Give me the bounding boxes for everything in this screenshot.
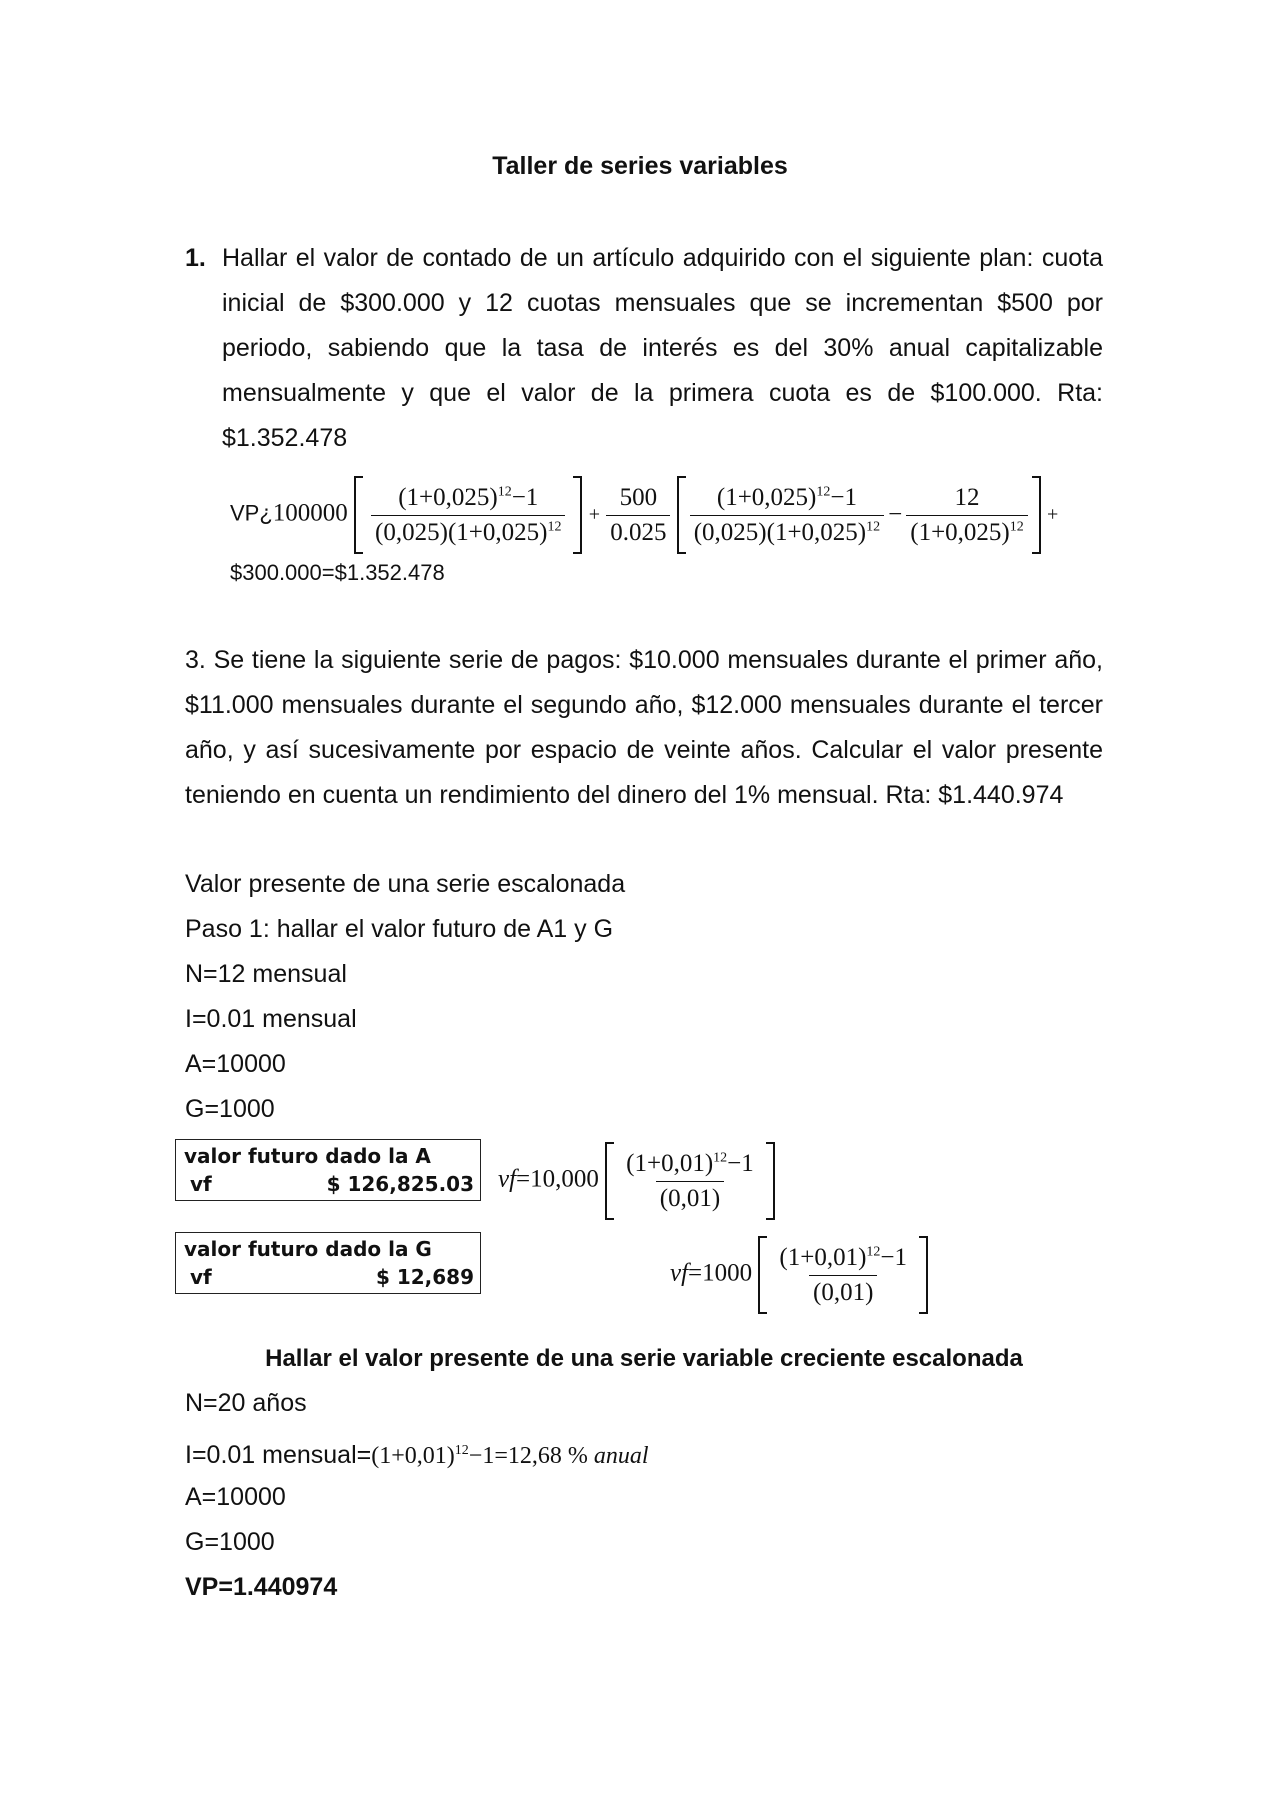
coef-100000: 100000 bbox=[272, 499, 348, 527]
line-n-12: N=12 mensual bbox=[185, 960, 347, 988]
i-unit: anual bbox=[593, 1443, 649, 1469]
document-title: Taller de series variables bbox=[492, 152, 788, 180]
line-i-anual bbox=[185, 1428, 1103, 1479]
subtitle-valor-presente: Hallar el valor presente de una serie variable creciente escalonada bbox=[265, 1345, 1023, 1372]
i-rest: −1=12,68 % bbox=[468, 1443, 594, 1469]
vf-g-numerator: (1+0,01) bbox=[779, 1243, 867, 1271]
denominator-1: (0,025)(1+0,025) bbox=[375, 518, 548, 546]
box-valor-futuro-g bbox=[175, 1232, 481, 1294]
line-n-20: N=20 años bbox=[185, 1389, 307, 1417]
bracket-group-2 bbox=[677, 476, 1041, 554]
minus-sign: − bbox=[888, 501, 903, 528]
numerator-1: (1+0,025) bbox=[398, 483, 498, 511]
line-vp-result: VP=1.440974 bbox=[185, 1573, 338, 1601]
box-a-key: vf bbox=[190, 1172, 212, 1196]
formula-vf-g bbox=[670, 1236, 928, 1314]
denominator-2: (0,025)(1+0,025) bbox=[693, 518, 867, 546]
exponent: 12 bbox=[866, 519, 881, 535]
exponent: 12 bbox=[497, 484, 512, 500]
box-g-value: $ 12,689 bbox=[375, 1265, 474, 1289]
vf-a-numerator: (1+0,01) bbox=[626, 1149, 714, 1177]
numerator-2: (1+0,025) bbox=[716, 483, 817, 511]
question-3-text: 3. Se tiene la siguiente serie de pagos: $10.000 mensuales durante el primer año, $11.000 mensuales durante el segundo año, $12.000 mensuales durante el tercer año, y así sucesivamente por espacio de veinte años. Calcular el valor presente teniendo en cuenta un rendimiento del dinero del 1% mensual. Rta: $1.440.974 bbox=[185, 646, 1103, 809]
minus-one: −1 bbox=[511, 483, 539, 511]
line-i-001: I=0.01 mensual bbox=[185, 1005, 357, 1033]
denominator-3: (1+0,025) bbox=[910, 518, 1010, 546]
vp-prefix: VP¿ bbox=[230, 500, 273, 526]
formula-tail: $300.000=$1.352.478 bbox=[230, 560, 445, 582]
box-a-value: $ 126,825.03 bbox=[326, 1172, 474, 1196]
bracket-group-1 bbox=[354, 476, 582, 554]
box-valor-futuro-a bbox=[175, 1139, 481, 1201]
i-math: (1+0,01) bbox=[371, 1443, 455, 1469]
formula-tail-clipped bbox=[230, 560, 530, 582]
vf-a-denominator: (0,01) bbox=[656, 1181, 724, 1213]
question-1-number: 1. bbox=[185, 244, 206, 272]
box-a-label: valor futuro dado la A bbox=[184, 1144, 431, 1168]
coef-0025: 0.025 bbox=[606, 515, 670, 547]
exponent: 12 bbox=[866, 1244, 881, 1260]
line-a-10000-b: A=10000 bbox=[185, 1483, 286, 1511]
plus-sign: + bbox=[1047, 503, 1059, 526]
vf-g-lhs: vf bbox=[670, 1259, 689, 1287]
coef-500: 500 bbox=[619, 483, 658, 511]
minus-one: −1 bbox=[727, 1149, 754, 1177]
line-serie-escalonada: Valor presente de una serie escalonada bbox=[185, 870, 626, 898]
box-g-label: valor futuro dado la G bbox=[184, 1237, 432, 1261]
i-prefix: I=0.01 mensual= bbox=[185, 1441, 372, 1469]
vf-g-coef: =1000 bbox=[688, 1259, 753, 1287]
minus-one: −1 bbox=[880, 1243, 908, 1271]
line-a-10000: A=10000 bbox=[185, 1050, 286, 1078]
minus-one: −1 bbox=[830, 483, 857, 511]
formula-vp-q1 bbox=[230, 476, 1058, 554]
question-1-text: Hallar el valor de contado de un artículo adquirido con el siguiente plan: cuota inicial de $300.000 y 12 cuotas mensuales que se incrementan $500 por periodo, sabiendo que la tasa de interés es del 30% anual capitalizable mensualmente y que el valor de la primera cuota es de $100.000. Rta: $1.352.478 bbox=[222, 244, 1103, 452]
line-g-1000: G=1000 bbox=[185, 1095, 275, 1123]
exponent: 12 bbox=[547, 519, 562, 535]
box-g-key: vf bbox=[190, 1265, 212, 1289]
line-g-1000-b: G=1000 bbox=[185, 1528, 275, 1556]
vf-a-coef: =10,000 bbox=[516, 1165, 599, 1193]
exponent: 12 bbox=[713, 1150, 728, 1166]
exponent: 12 bbox=[816, 484, 831, 500]
formula-vf-a bbox=[498, 1142, 775, 1220]
exponent: 12 bbox=[1009, 519, 1024, 535]
i-exponent: 12 bbox=[454, 1443, 469, 1458]
vf-g-denominator: (0,01) bbox=[809, 1275, 877, 1307]
numerator-3: 12 bbox=[954, 483, 980, 511]
line-paso-1: Paso 1: hallar el valor futuro de A1 y G bbox=[185, 915, 614, 943]
vf-a-lhs: vf bbox=[498, 1165, 517, 1193]
plus-sign: + bbox=[588, 503, 600, 526]
